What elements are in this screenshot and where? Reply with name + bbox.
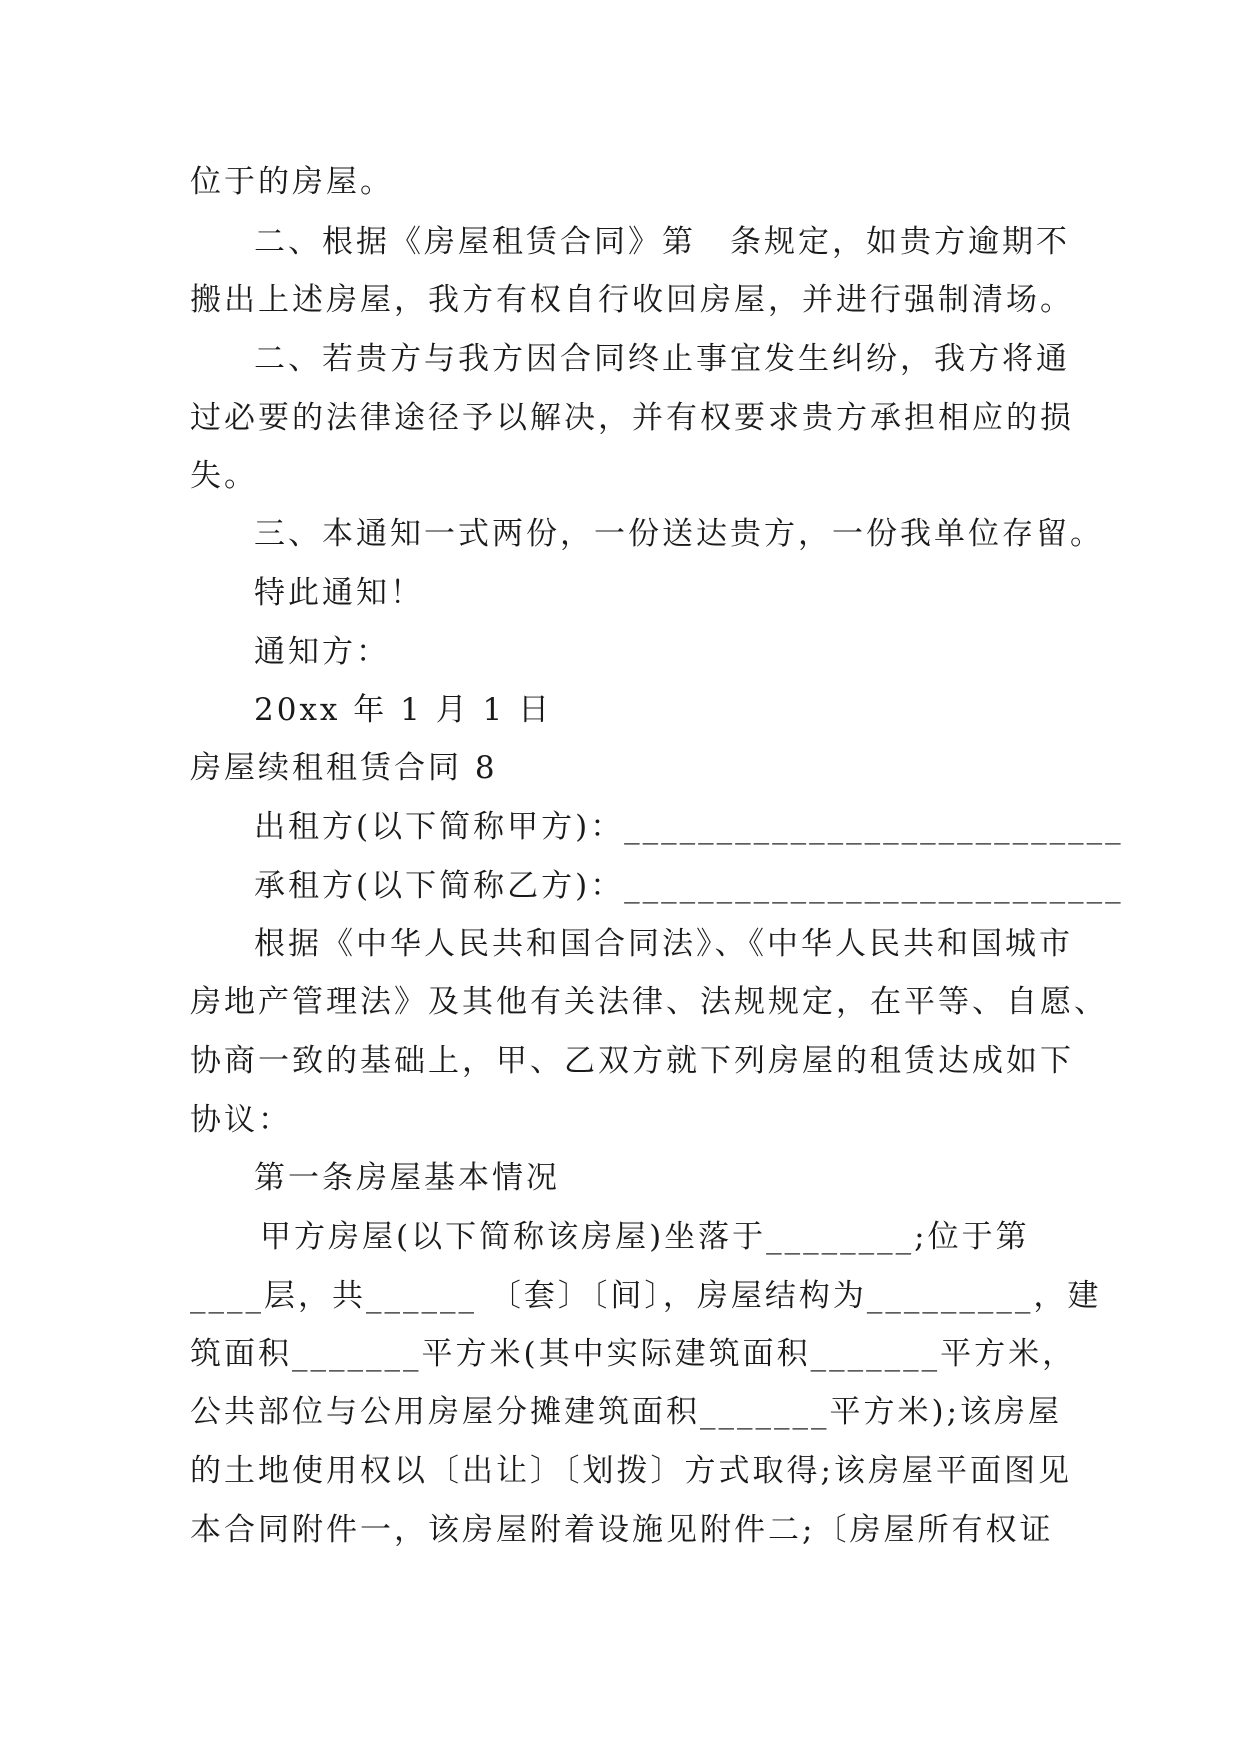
section-heading: 房屋续租租赁合同 8: [190, 750, 498, 786]
paragraph-line: 二、根据《房屋租赁合同》第 条规定，如贵方逾期不: [254, 224, 1070, 260]
paragraph-line: 公共部位与公用房屋分摊建筑面积_______平方米);该房屋: [190, 1394, 1063, 1430]
article-heading: 第一条房屋基本情况: [254, 1160, 560, 1196]
paragraph-line: 房地产管理法》及其他有关法律、法规规定，在平等、自愿、: [190, 984, 1108, 1020]
paragraph-line: ____层，共______ 〔套〕〔间〕，房屋结构为_________，建: [190, 1278, 1102, 1314]
lessor-field: 出租方(以下简称甲方)：___________________________: [254, 809, 1124, 845]
paragraph-line: 根据《中华人民共和国合同法》、《中华人民共和国城市: [254, 926, 1073, 962]
paragraph-line: 甲方房屋(以下简称该房屋)坐落于________;位于第: [260, 1219, 1030, 1255]
paragraph-line: 二、若贵方与我方因合同终止事宜发生纠纷，我方将通: [254, 341, 1070, 377]
paragraph-line: 失。: [190, 458, 258, 494]
paragraph-line: 三、本通知一式两份，一份送达贵方，一份我单位存留。: [254, 516, 1104, 552]
paragraph-line: 特此通知！: [254, 575, 424, 611]
paragraph-line: 位于的房屋。: [190, 164, 394, 200]
paragraph-line: 的土地使用权以〔出让〕〔划拨〕方式取得;该房屋平面图见: [190, 1453, 1072, 1489]
paragraph-line: 筑面积_______平方米(其中实际建筑面积_______平方米，: [190, 1336, 1077, 1372]
lessee-field: 承租方(以下简称乙方)：___________________________: [254, 868, 1124, 904]
paragraph-line: 本合同附件一，该房屋附着设施见附件二;〔房屋所有权证: [190, 1512, 1054, 1548]
date-line: 20xx 年 1 月 1 日: [254, 692, 553, 728]
paragraph-line: 协议：: [190, 1102, 292, 1138]
paragraph-line: 搬出上述房屋，我方有权自行收回房屋，并进行强制清场。: [190, 282, 1074, 318]
paragraph-line: 过必要的法律途径予以解决，并有权要求贵方承担相应的损: [190, 400, 1074, 436]
signer-label: 通知方：: [254, 634, 390, 670]
paragraph-line: 协商一致的基础上，甲、乙双方就下列房屋的租赁达成如下: [190, 1043, 1074, 1079]
